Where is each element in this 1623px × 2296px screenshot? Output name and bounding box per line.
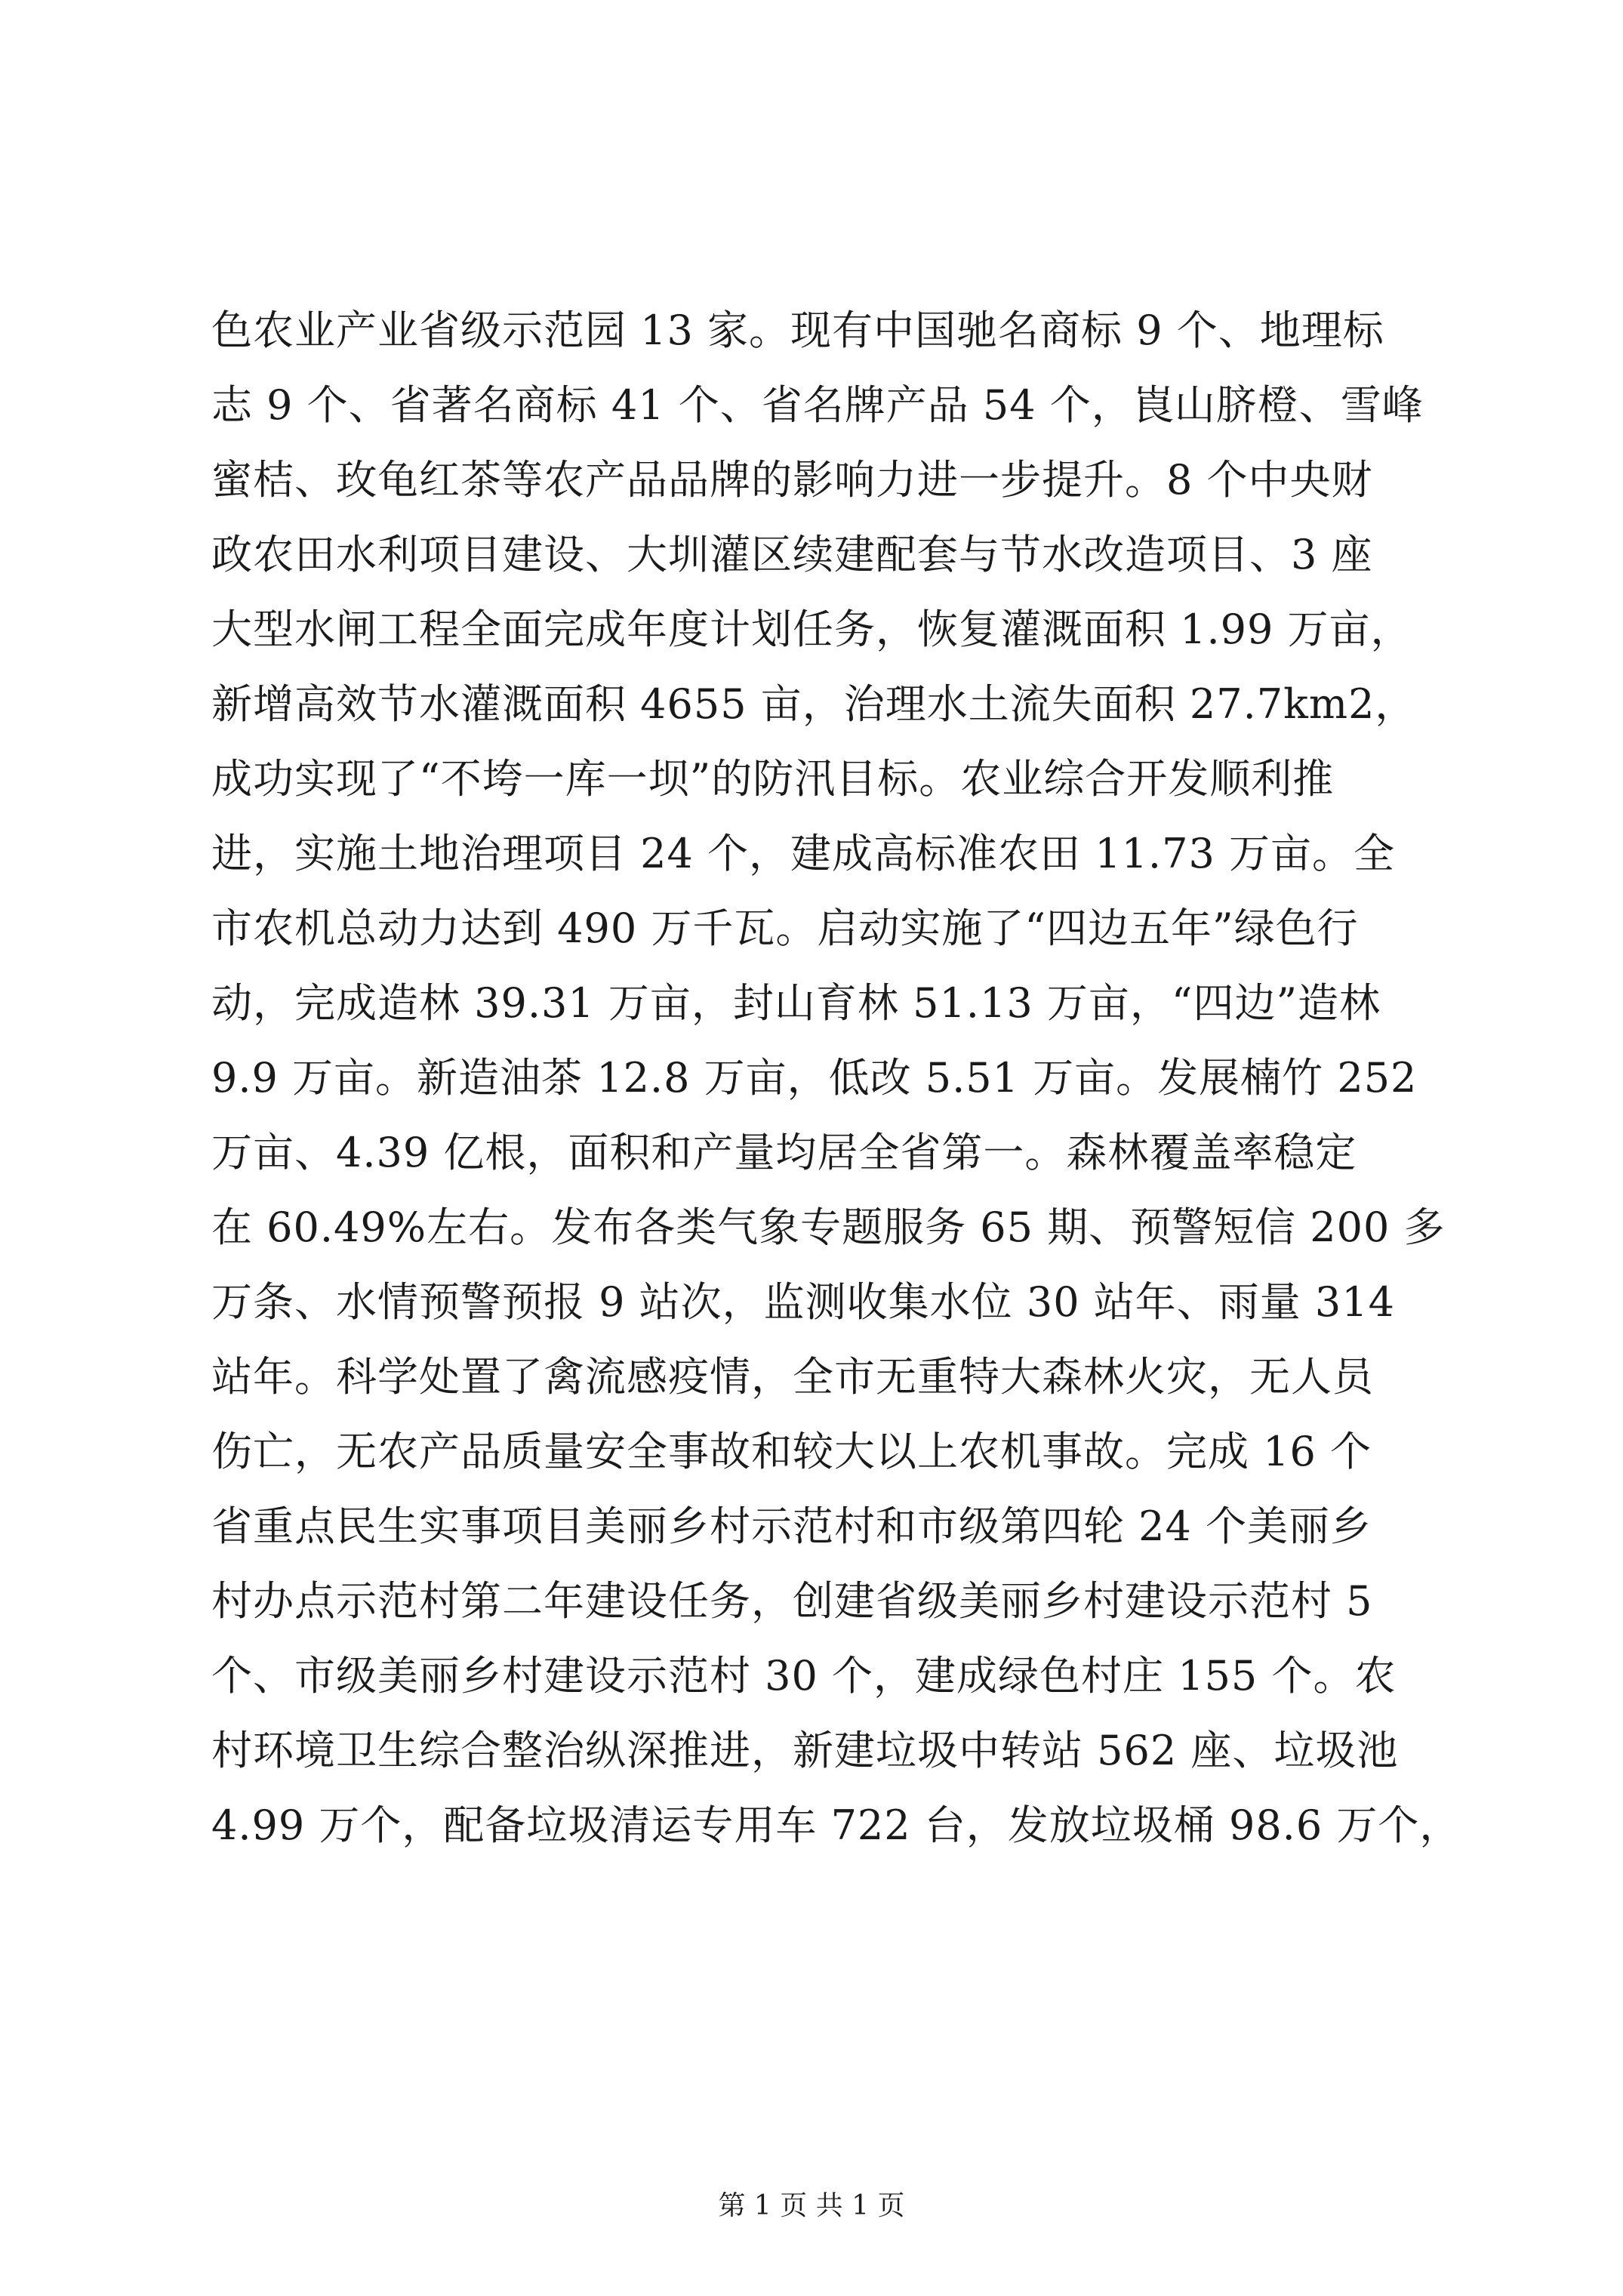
text-line: 大型水闸工程全面完成年度计划任务，恢复灌溉面积 1.99 万亩，	[211, 606, 1412, 653]
text-line: 政农田水利项目建设、大圳灌区续建配套与节水改造项目、3 座	[211, 531, 1373, 578]
text-line: 在 60.49%左右。发布各类气象专题服务 65 期、预警短信 200 多	[211, 1203, 1446, 1251]
page-number-footer: 第 1 页 共 1 页	[718, 2190, 905, 2221]
text-line: 伤亡，无农产品质量安全事故和较大以上农机事故。完成 16 个	[211, 1428, 1372, 1475]
text-line: 市农机总动力达到 490 万千瓦。启动实施了“四边五年”绿色行	[211, 905, 1359, 952]
text-line: 新增高效节水灌溉面积 4655 亩，治理水土流失面积 27.7km2，	[211, 680, 1417, 728]
text-line: 志 9 个、省著名商标 41 个、省名牌产品 54 个，崀山脐橙、雪峰	[211, 381, 1424, 429]
text-line: 9.9 万亩。新造油茶 12.8 万亩，低改 5.51 万亩。发展楠竹 252	[211, 1054, 1418, 1102]
text-line: 站年。科学处置了禽流感疫情，全市无重特大森林火灾，无人员	[211, 1353, 1374, 1401]
text-line: 个、市级美丽乡村建设示范村 30 个，建成绿色村庄 155 个。农	[211, 1652, 1397, 1700]
text-line: 万亩、4.39 亿根，面积和产量均居全省第一。森林覆盖率稳定	[211, 1129, 1357, 1176]
text-line: 村办点示范村第二年建设任务，创建省级美丽乡村建设示范村 5	[211, 1577, 1373, 1625]
body-text	[211, 293, 1461, 1863]
text-line: 村环境卫生综合整治纵深推进，新建垃圾中转站 562 座、垃圾池	[211, 1727, 1399, 1774]
text-line: 进，实施土地治理项目 24 个，建成高标准农田 11.73 万亩。全	[211, 830, 1395, 877]
text-line: 成功实现了“不垮一库一坝”的防汛目标。农业综合开发顺利推	[211, 755, 1335, 803]
text-line: 4.99 万个，配备垃圾清运专用车 722 台，发放垃圾桶 98.6 万个，	[211, 1801, 1461, 1849]
text-line: 蜜桔、玫龟红茶等农产品品牌的影响力进一步提升。8 个中央财	[211, 456, 1373, 504]
text-line: 万条、水情预警预报 9 站次，监测收集水位 30 站年、雨量 314	[211, 1278, 1395, 1326]
text-line: 动，完成造林 39.31 万亩，封山育林 51.13 万亩，“四边”造林	[211, 979, 1381, 1027]
text-line: 色农业产业省级示范园 13 家。现有中国驰名商标 9 个、地理标	[211, 307, 1384, 354]
text-line: 省重点民生实事项目美丽乡村示范村和市级第四轮 24 个美丽乡	[211, 1502, 1372, 1550]
